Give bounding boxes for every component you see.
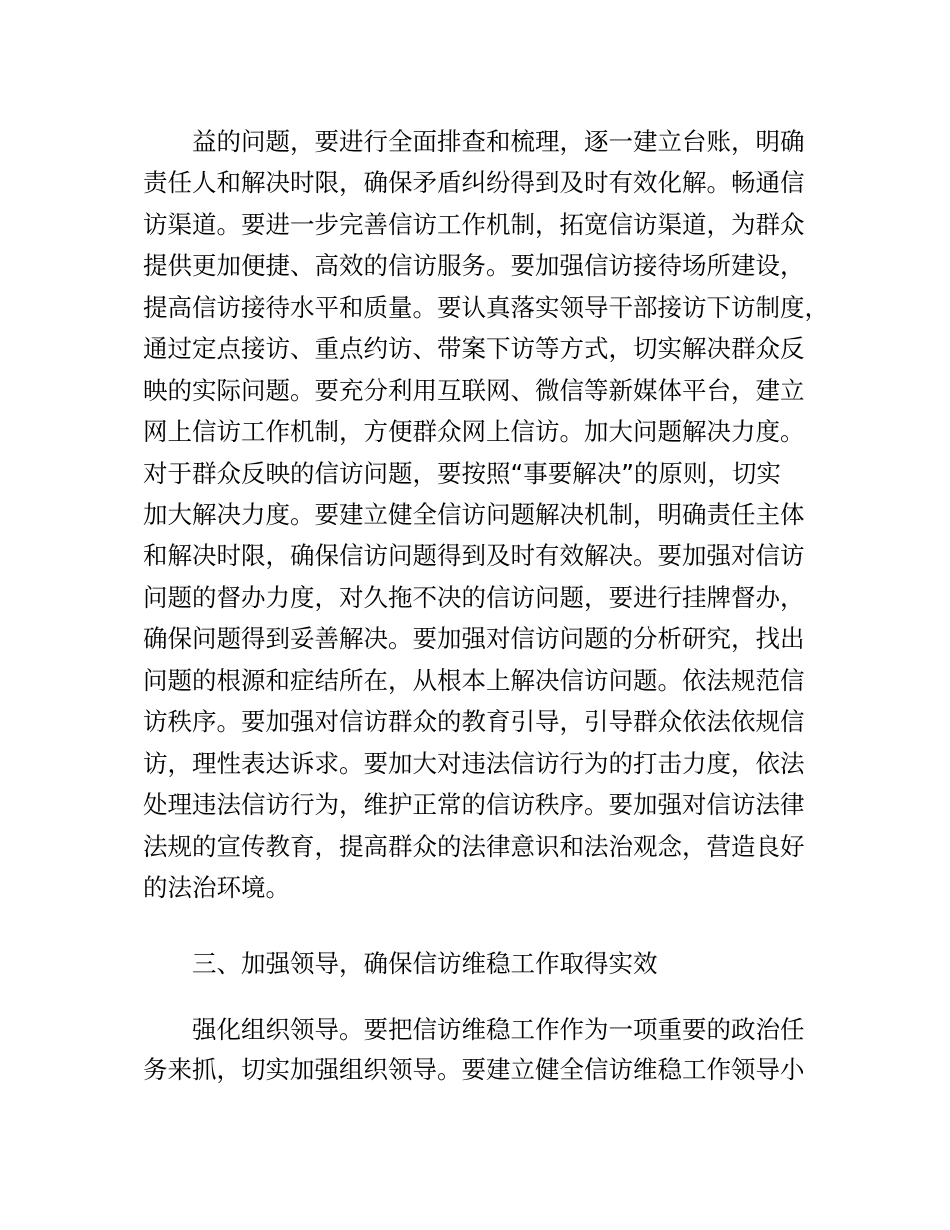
text-line: 加大解决力度。要建立健全信访问题解决机制，明确责任主体 xyxy=(143,500,805,529)
text-line: 问题的根源和症结所在，从根本上解决信访问题。依法规范信 xyxy=(143,666,805,695)
text-line: 确保问题得到妥善解决。要加强对信访问题的分析研究，找出 xyxy=(143,624,805,653)
text-line: 和解决时限，确保信访问题得到及时有效解决。要加强对信访 xyxy=(143,541,805,570)
text-line: 强化组织领导。要把信访维稳工作作为一项重要的政治任 xyxy=(192,1015,805,1044)
text-line: 访，理性表达诉求。要加大对违法信访行为的打击力度，依法 xyxy=(143,749,805,778)
text-line: 访渠道。要进一步完善信访工作机制，拓宽信访渠道，为群众 xyxy=(143,210,805,239)
section-heading: 三、加强领导，确保信访维稳工作取得实效 xyxy=(192,949,658,978)
text-line: 责任人和解决时限，确保矛盾纠纷得到及时有效化解。畅通信 xyxy=(143,168,805,197)
text-line: 问题的督办力度，对久拖不决的信访问题，要进行挂牌督办， xyxy=(143,583,805,612)
text-line: 的法治环境。 xyxy=(143,873,290,902)
text-line: 提高信访接待水平和质量。要认真落实领导干部接访下访制度， xyxy=(143,293,829,322)
text-line: 访秩序。要加强对信访群众的教育引导，引导群众依法依规信 xyxy=(143,707,805,736)
text-line: 网上信访工作机制，方便群众网上信访。加大问题解决力度。 xyxy=(143,417,805,446)
text-line: 处理违法信访行为，维护正常的信访秩序。要加强对信访法律 xyxy=(143,790,805,819)
text-line: 对于群众反映的信访问题，要按照“事要解决”的原则，切实 xyxy=(143,459,781,488)
text-line: 益的问题，要进行全面排查和梳理，逐一建立台账，明确 xyxy=(192,127,805,156)
text-line: 通过定点接访、重点约访、带案下访等方式，切实解决群众反 xyxy=(143,334,805,363)
text-line: 务来抓，切实加强组织领导。要建立健全信访维稳工作领导小 xyxy=(143,1055,805,1084)
text-line: 提供更加便捷、高效的信访服务。要加强信访接待场所建设， xyxy=(143,251,805,280)
text-line: 映的实际问题。要充分利用互联网、微信等新媒体平台，建立 xyxy=(143,376,805,405)
text-line: 法规的宣传教育，提高群众的法律意识和法治观念，营造良好 xyxy=(143,832,805,861)
